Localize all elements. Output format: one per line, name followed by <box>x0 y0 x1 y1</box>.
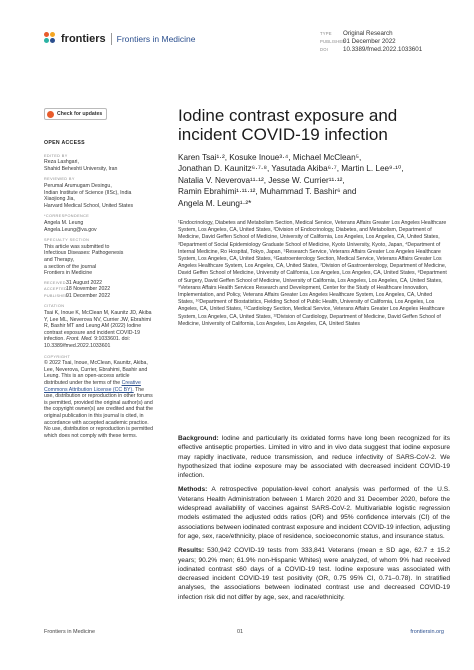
abstract <box>178 434 450 607</box>
frontiers-logo-icon <box>44 32 58 46</box>
article-meta <box>320 30 422 54</box>
meta-type-value: Original Research <box>343 30 393 37</box>
copyright-text <box>44 360 154 439</box>
received-value: 31 August 2022 <box>66 279 103 286</box>
abstract-background-text: Iodine and particularly its oxidated forms have long been recognized for its effective antiseptic properties. Limited in vitro and in vivo data suggest that iodine exposure may rapidly inactivate, reduce transmission, and reduce infectivity of SARS-CoV-2. We hypothesized that iodine exposure may be associated with decreased incident COVID-19 infection. <box>178 435 450 480</box>
abstract-results-heading: Results: <box>178 547 205 555</box>
accepted-row <box>44 286 154 293</box>
published-row <box>44 293 154 300</box>
author-list[interactable]: Karen Tsai¹·², Kosuke Inoue³·⁴, Michael McClean⁵, Jonathan D. Kaunitz⁶·⁷·⁸, Yasutada Akiba⁶·⁷, Martin L. Lee⁹·¹⁰, Natalia V. Neverova¹¹·¹², Jesse W. Currier¹¹·¹², Ramin Ebrahimi¹·¹¹·¹², Muhammad T. Bashir⁶ and Angela M. Leung¹·²* <box>178 153 404 208</box>
citation-doi[interactable]: doi: 10.3389/fmed.2022.1033601 <box>44 336 130 350</box>
abstract-background-heading: Background: <box>178 435 219 442</box>
page-number: 01 <box>237 629 244 635</box>
refresh-icon <box>47 111 54 118</box>
meta-type-row <box>320 30 422 38</box>
citation-body: Tsai K, Inoue K, McClean M, Kaunitz JD, Akiba Y, Lee ML, Neverova NV, Currier JW, Ebrahimi R, Bashir MT and Leung AM (2022) Iodine contrast exposure and incident COVID-19 infection. <box>44 310 152 343</box>
abstract-methods <box>178 485 450 541</box>
page-header <box>44 30 444 56</box>
cc-by-license-link[interactable]: Creative Commons Attribution License (CC BY). <box>44 380 141 393</box>
copyright-label: COPYRIGHT <box>44 354 71 359</box>
edited-by-text: Reza Lashgari, Shahid Beheshti University, Iran <box>44 159 118 172</box>
citation-journal: Front. Med. <box>66 336 93 343</box>
meta-type-label: TYPE <box>320 31 332 36</box>
abstract-results <box>178 546 450 602</box>
abstract-results-text: 530,942 COVID-19 tests from 333,841 Veterans (mean ± SD age, 62.7 ± 15.2 years; 90.2% men; 61.9% non-Hispanic Whites) were analyzed, of whom 9% had received iodinated contrast ≤60 days of a COVID-19 test. Iodine exposure was associated with decreased incident COVID-19 test positivity (OR, 0.75 95% CI, 0.71–0.78). In stratified analyses, the associations between iodinated contrast use and decreased COVID-19 infection risk did not differ by age, sex, and race/ethnicity. <box>178 547 450 601</box>
footer-journal: Frontiers in Medicine <box>44 629 96 635</box>
frontiers-logo[interactable] <box>44 32 196 46</box>
abstract-methods-heading: Methods: <box>178 486 208 494</box>
correspondence-text[interactable]: Angela M. Leung Angela.Leung@va.gov <box>44 219 97 233</box>
meta-doi-value[interactable]: 10.3389/fmed.2022.1033601 <box>343 46 423 53</box>
header-divider <box>111 33 112 45</box>
citation-label: CITATION <box>44 304 65 309</box>
meta-published-label: PUBLISHED <box>320 39 346 44</box>
affiliations: ¹Endocrinology, Diabetes and Metabolism Section, Medical Service, Veterans Affairs Greater Los Angeles Healthcare System, Los Angeles, CA, United States, ²Division of Endocrinology, Diabetes, and Metabolism, Department of Medicine, David Geffen School of Medicine, University of California, Los Angeles, Los Angeles, CA, United States, ³Department of Social Epidemiology Graduate School of Medicine, Kyoto University, Kyoto, Japan, ⁴Department of Internal Medicine, Ro Hospital, Tokyo, Japan, ⁵Research Service, Veterans Affairs Greater Los Angeles Healthcare System, Los Angeles, CA, United States, ⁶Gastroenterology Section, Medical Service, Veterans Affairs Greater Los Angeles Healthcare System, Los Angeles, CA, United States, ⁷Division of Gastroenterology, Department of Medicine, David Geffen School of Medicine, University of California, Los Angeles, Los Angeles, CA, United States, ⁸Department of Surgery, David Geffen School of Medicine, University of California, Los Angeles, Los Angeles, CA, United States, ⁹Veterans Affairs Health Services Research and Development, Center for the Study of Healthcare Innovation, Implementation, and Policy, Veterans Affairs Greater Los Angeles Healthcare System, Los Angeles, CA, United States, ¹⁰Department of Biostatistics, Fielding School of Public Health, University of California, Los Angeles, Los Angeles, CA, United States, ¹¹Cardiology Section, Medical Service, Veterans Affairs Greater Los Angeles Healthcare System, Los Angeles, CA, United States, ¹²Division of Cardiology, Department of Medicine, David Geffen School of Medicine, University of California, Los Angeles, Los Angeles, CA, United States <box>178 220 447 327</box>
accepted-value: 18 November 2022 <box>66 286 111 293</box>
citation-volume: 9:1033601. <box>94 336 121 343</box>
edited-by-label: EDITED BY <box>44 153 68 158</box>
received-label: RECEIVED <box>44 280 66 285</box>
meta-doi-label: DOI <box>320 47 329 52</box>
abstract-background <box>178 434 450 480</box>
copyright-body-start: © 2022 Tsai, Inoue, McClean, Kaunitz, Akiba, Lee, Neverova, Currier, Ebrahimi, Bashir and Leung. This is an open-access article distributed under the terms of the <box>44 360 148 386</box>
citation-text <box>44 310 154 350</box>
specialty-section-text: This article was submitted to Infectious Diseases: Pathogenesis and Therapy, a section of the journal Frontiers in Medicine <box>44 243 124 277</box>
check-updates-label: Check for updates <box>57 111 103 117</box>
open-access-label: OPEN ACCESS <box>44 140 85 146</box>
copyright-body-end: The use, distribution or reproduction in other forums is permitted, provided the original author(s) and the copyright owner(s) are credited and that the original publication in this journal is cited, in accordance with accepted academic practice. No use, distribution or reproduction is permitted which does not comply with these terms. <box>44 386 153 439</box>
article-title: Iodine contrast exposure and incident COVID-19 infection <box>178 106 398 144</box>
journal-name[interactable]: Frontiers in Medicine <box>116 34 196 44</box>
abstract-methods-text: A retrospective population-level cohort analysis was performed of the U.S. Veterans Health Administration between 1 March 2020 and 31 December 2020, before the widespread availability of vaccines against SARS-CoV-2. Multivariable logistic regression models estimated the adjusted odds ratios (OR) and 95% confidence intervals (CI) of the associations between iodinated contrast exposure and incident COVID-19 infection, adjusting for age, sex, race/ethnicity, place of residence, socioeconomic status, and insurance status. <box>178 486 450 540</box>
meta-published-value: 01 December 2022 <box>343 38 396 45</box>
specialty-section-label: SPECIALTY SECTION <box>44 238 90 243</box>
published-label: PUBLISHED <box>44 293 69 298</box>
footer-site-link[interactable]: frontiersin.org <box>410 629 444 635</box>
sidebar <box>44 140 154 439</box>
reviewed-by-label: REVIEWED BY <box>44 177 75 182</box>
meta-doi-row <box>320 46 422 54</box>
meta-published-row <box>320 38 422 46</box>
received-row <box>44 280 154 287</box>
page-footer <box>44 629 444 639</box>
accepted-label: ACCEPTED <box>44 287 68 292</box>
publisher-name: frontiers <box>61 33 106 45</box>
check-for-updates-button[interactable] <box>44 108 107 120</box>
published-value: 01 December 2022 <box>66 292 111 299</box>
correspondence-label: *CORRESPONDENCE <box>44 214 90 219</box>
reviewed-by-text: Perumal Arumugam Desingu, Indian Institute of Science (IISc), India Xiaojiong Jia, Harvard Medical School, United States <box>44 182 134 209</box>
